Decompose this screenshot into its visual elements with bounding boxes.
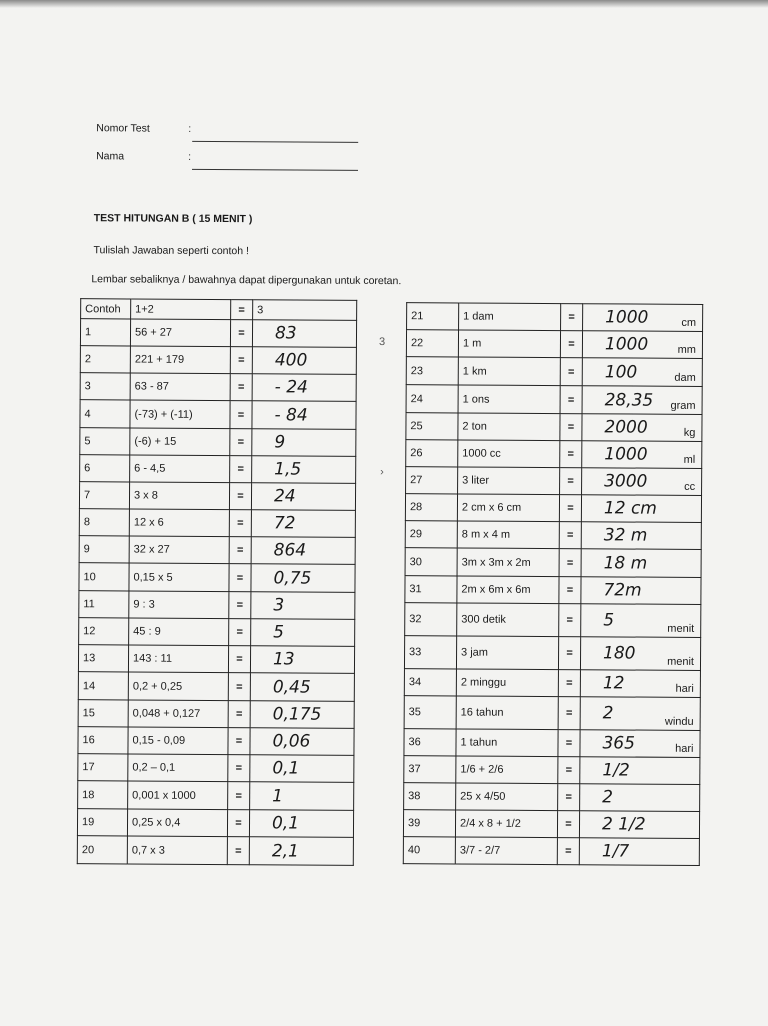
question-cell: 25 x 4/50 <box>456 783 558 811</box>
row-number: 5 <box>80 428 130 455</box>
equals-sign: = <box>227 810 249 837</box>
question-cell: 0,25 x 0,4 <box>127 809 227 837</box>
table-row <box>403 810 699 839</box>
handwritten-answer: 2000 <box>604 417 648 438</box>
question-cell: 143 : 11 <box>128 645 228 673</box>
question-cell: 2 ton <box>458 413 560 441</box>
question-cell: 221 + 179 <box>130 346 230 374</box>
row-number: 27 <box>406 467 458 494</box>
unit-label: cc <box>684 480 696 493</box>
nomor-test-colon: : <box>188 122 192 135</box>
handwritten-answer: - 84 <box>274 404 308 426</box>
equals-sign: = <box>560 414 582 441</box>
row-number: 17 <box>78 754 128 781</box>
contoh-question: 1+2 <box>131 299 231 320</box>
handwritten-answer: 5 <box>273 622 285 643</box>
question-cell: 2/4 x 8 + 1/2 <box>455 810 557 838</box>
test-title: TEST HITUNGAN B ( 15 MENIT ) <box>93 212 253 226</box>
table-row <box>80 373 356 402</box>
row-number: 26 <box>406 440 458 467</box>
answer-cell[interactable] <box>581 577 701 605</box>
unit-label: windu <box>664 715 694 728</box>
row-number: 38 <box>404 783 456 810</box>
equals-sign: = <box>559 549 581 577</box>
row-number: 37 <box>404 756 456 783</box>
answer-cell[interactable] <box>250 782 354 811</box>
left-answer-table <box>77 298 357 866</box>
equals-sign: = <box>560 441 582 468</box>
table-row <box>80 400 356 430</box>
nama-label: Nama <box>96 150 125 163</box>
answer-cell[interactable] <box>582 331 702 359</box>
table-row <box>78 754 354 783</box>
handwritten-answer: 3000 <box>604 471 648 492</box>
question-cell: 300 detik <box>457 603 559 637</box>
row-number: 4 <box>80 400 130 428</box>
answer-cell[interactable] <box>581 522 701 550</box>
equals-sign: = <box>560 468 582 495</box>
answer-cell[interactable] <box>249 810 353 838</box>
table-row <box>79 618 355 647</box>
question-cell: 1/6 + 2/6 <box>456 756 558 784</box>
row-number: 7 <box>79 482 129 509</box>
table-row <box>406 385 702 415</box>
answer-cell[interactable] <box>581 604 701 638</box>
equals-sign: = <box>558 784 580 811</box>
table-row <box>404 783 700 812</box>
handwritten-answer: 72 <box>273 513 296 534</box>
equals-sign: = <box>228 646 250 673</box>
row-number: 23 <box>406 357 458 385</box>
row-number: 33 <box>404 636 456 669</box>
handwritten-answer: 180 <box>603 643 636 664</box>
question-cell: 1 km <box>458 357 560 386</box>
equals-sign: = <box>559 522 581 549</box>
row-number: 31 <box>405 576 457 603</box>
unit-label: ml <box>683 453 696 466</box>
question-cell: 56 + 27 <box>130 319 230 347</box>
question-cell: 2 minggu <box>456 669 558 697</box>
equals-sign: = <box>230 401 252 429</box>
equals-sign: = <box>229 619 251 646</box>
equals-sign: = <box>228 755 250 782</box>
answer-cell[interactable] <box>252 456 356 484</box>
row-number: 24 <box>406 385 458 413</box>
table-row <box>404 696 700 731</box>
table-row <box>405 494 701 523</box>
handwritten-answer: 18 m <box>603 552 648 574</box>
question-cell: 0,001 x 1000 <box>128 781 228 810</box>
equals-sign: = <box>227 837 249 865</box>
row-number: 39 <box>403 810 455 837</box>
handwritten-answer: 100 <box>604 361 638 383</box>
row-number: 40 <box>403 837 455 864</box>
row-number: 15 <box>78 700 128 727</box>
handwritten-answer: 2,1 <box>271 840 299 862</box>
question-cell: 12 x 6 <box>129 509 229 537</box>
row-number: 8 <box>79 509 129 536</box>
table-row <box>405 576 701 605</box>
answer-cell[interactable] <box>250 728 354 756</box>
equals-sign: = <box>230 456 252 483</box>
equals-sign: = <box>229 564 251 592</box>
answer-cell[interactable] <box>580 784 700 812</box>
row-number: 9 <box>79 536 129 563</box>
table-row <box>77 836 353 866</box>
row-number: 20 <box>77 836 127 864</box>
row-number: 3 <box>80 373 130 400</box>
question-cell: 0,15 - 0,09 <box>128 727 228 755</box>
table-row <box>78 645 354 674</box>
handwritten-answer: 0,45 <box>272 676 311 698</box>
equals-sign: = <box>558 757 580 784</box>
answer-cell[interactable] <box>582 468 702 496</box>
table-row <box>406 440 702 469</box>
unit-label: menit <box>667 655 695 668</box>
equals-sign: = <box>230 374 252 401</box>
row-number: 22 <box>406 330 458 357</box>
instruction-2: Lembar sebaliknya / bawahnya dapat dipergunakan untuk coretan. <box>91 273 402 288</box>
answer-cell[interactable] <box>580 670 700 698</box>
equals-sign: = <box>230 429 252 456</box>
handwritten-answer: 0,175 <box>272 704 322 725</box>
question-cell: 0,15 x 5 <box>129 563 229 592</box>
question-cell: 3m x 3m x 2m <box>457 548 559 577</box>
row-number: 28 <box>405 494 457 521</box>
instruction-1: Tulislah Jawaban seperti contoh ! <box>93 244 250 258</box>
row-number: 11 <box>79 591 129 618</box>
handwritten-answer: 2 <box>602 703 614 724</box>
question-cell: 45 : 9 <box>129 618 229 646</box>
handwritten-answer: 1 <box>272 785 284 806</box>
answer-cell[interactable] <box>251 619 355 647</box>
row-number: 34 <box>404 669 456 696</box>
answer-cell[interactable] <box>579 811 699 839</box>
handwritten-answer: 5 <box>603 610 615 631</box>
table-row <box>405 548 701 578</box>
contoh-answer: 3 <box>253 300 357 321</box>
equals-sign: = <box>228 701 250 728</box>
equals-sign: = <box>558 730 580 757</box>
table-row <box>79 563 355 593</box>
equals-sign: = <box>230 320 252 347</box>
handwritten-answer: 32 m <box>603 525 648 546</box>
equals-sign: = <box>560 386 582 414</box>
table-row <box>404 729 700 758</box>
nomor-test-line[interactable] <box>192 141 358 143</box>
question-cell: 2m x 6m x 6m <box>457 576 559 604</box>
table-row <box>80 455 356 484</box>
question-cell: 0,7 x 3 <box>127 836 227 865</box>
handwritten-answer: 72m <box>603 580 642 601</box>
answer-cell[interactable] <box>583 304 703 332</box>
table-row <box>77 809 353 838</box>
question-cell: 1000 cc <box>458 440 560 468</box>
handwritten-answer: 12 <box>602 673 625 694</box>
unit-label: dam <box>674 371 696 384</box>
question-cell: 6 - 4,5 <box>130 455 230 483</box>
equals-sign: = <box>560 331 582 358</box>
question-cell: 0,2 – 0,1 <box>128 754 228 782</box>
question-cell: 3 liter <box>458 467 560 495</box>
table-row <box>405 521 701 550</box>
answer-cell[interactable] <box>250 646 354 674</box>
table-row <box>79 536 355 565</box>
question-cell: 3 jam <box>456 636 558 670</box>
answer-cell[interactable] <box>250 673 354 702</box>
answer-cell[interactable] <box>252 374 356 402</box>
unit-label: kg <box>683 426 696 439</box>
question-cell: 32 x 27 <box>129 536 229 564</box>
answer-cell[interactable] <box>580 757 700 785</box>
row-number: 35 <box>404 696 456 729</box>
answer-cell[interactable] <box>580 697 700 731</box>
handwritten-answer: 83 <box>274 323 297 344</box>
question-cell: 0,048 + 0,127 <box>128 700 228 728</box>
table-row <box>407 303 703 332</box>
table-row <box>404 756 700 785</box>
handwritten-answer: 1,5 <box>274 459 302 480</box>
table-row <box>80 428 356 457</box>
equals-sign: = <box>228 673 250 701</box>
question-cell: 1 dam <box>459 303 561 331</box>
answer-cell[interactable] <box>251 537 355 565</box>
row-number: 18 <box>78 781 128 809</box>
answer-cell[interactable] <box>249 837 353 866</box>
equals-sign: = <box>560 358 582 386</box>
table-row <box>405 603 701 638</box>
answer-cell[interactable] <box>251 564 355 593</box>
handwritten-answer: 365 <box>602 733 636 754</box>
margin-mark-2: › <box>380 466 384 479</box>
handwritten-answer: 1000 <box>605 307 649 328</box>
handwritten-answer: 0,06 <box>272 731 311 752</box>
equals-sign: = <box>559 604 581 637</box>
row-number: 32 <box>405 603 457 636</box>
answer-cell[interactable] <box>581 495 701 523</box>
equals-sign: = <box>229 537 251 564</box>
handwritten-answer: 2 1/2 <box>601 814 646 835</box>
contoh-label: Contoh <box>81 299 131 319</box>
question-cell: (-6) + 15 <box>130 428 230 456</box>
question-cell: 3 x 8 <box>129 482 229 510</box>
equals-sign: = <box>229 510 251 537</box>
row-number: 30 <box>405 548 457 576</box>
equals-sign: = <box>557 838 579 865</box>
handwritten-answer: 0,75 <box>273 567 312 589</box>
row-number: 19 <box>77 809 127 836</box>
table-row <box>403 837 699 866</box>
table-row <box>404 636 700 671</box>
question-cell: 2 cm x 6 cm <box>457 494 559 522</box>
handwritten-answer: 400 <box>274 350 308 371</box>
handwritten-answer: 1/2 <box>602 760 630 781</box>
answer-cell[interactable] <box>250 701 354 729</box>
table-row <box>78 700 354 729</box>
table-row <box>80 319 356 348</box>
row-number: 16 <box>78 727 128 754</box>
equals-sign: = <box>561 304 583 331</box>
table-row <box>79 509 355 538</box>
row-number: 21 <box>407 303 459 330</box>
table-row <box>78 727 354 756</box>
table-row <box>79 591 355 620</box>
unit-label: gram <box>670 399 696 412</box>
right-answer-table <box>403 302 703 866</box>
question-cell: 1 tahun <box>456 729 558 757</box>
table-row <box>404 669 700 698</box>
answer-cell[interactable] <box>252 320 356 348</box>
answer-cell[interactable] <box>251 483 355 511</box>
answer-cell[interactable] <box>582 386 702 415</box>
table-row <box>78 781 354 811</box>
unit-label: hari <box>675 742 694 755</box>
nama-colon: : <box>188 150 192 163</box>
question-cell: 63 - 87 <box>130 373 230 401</box>
table-header-row <box>81 299 357 321</box>
answer-cell[interactable] <box>252 347 356 375</box>
nama-line[interactable] <box>192 169 358 171</box>
equals-sign: = <box>558 670 580 697</box>
equals-sign: = <box>558 697 580 730</box>
question-cell: 0,2 + 0,25 <box>128 672 228 701</box>
row-number: 25 <box>406 413 458 440</box>
question-cell: (-73) + (-11) <box>130 400 230 429</box>
handwritten-answer: 24 <box>273 486 296 507</box>
answer-cell[interactable] <box>252 429 356 457</box>
row-number: 13 <box>78 645 128 672</box>
question-cell: 9 : 3 <box>129 591 229 619</box>
answer-cell[interactable] <box>582 358 702 387</box>
table-row <box>78 672 354 702</box>
handwritten-answer: 13 <box>272 649 295 670</box>
handwritten-answer: 1000 <box>604 334 649 355</box>
nomor-test-label: Nomor Test <box>96 122 150 135</box>
equals-sign: = <box>229 483 251 510</box>
answer-cell[interactable] <box>250 755 354 783</box>
handwritten-answer: 12 cm <box>603 498 657 519</box>
question-cell: 1 m <box>458 330 560 358</box>
row-number: 29 <box>405 521 457 548</box>
equals-sign: = <box>557 811 579 838</box>
equals-sign: = <box>229 592 251 619</box>
handwritten-answer: - 24 <box>274 377 308 398</box>
unit-label: mm <box>677 343 696 356</box>
answer-cell[interactable] <box>580 637 700 671</box>
question-cell: 3/7 - 2/7 <box>455 837 557 865</box>
table-row <box>406 467 702 496</box>
question-cell: 16 tahun <box>456 696 558 730</box>
answer-cell[interactable] <box>580 730 700 758</box>
handwritten-answer: 864 <box>273 540 307 561</box>
question-cell: 1 ons <box>458 385 560 414</box>
unit-label: menit <box>667 622 695 635</box>
answer-cell[interactable] <box>251 510 355 538</box>
row-number: 1 <box>80 319 130 346</box>
equals-sign: = <box>231 300 253 320</box>
row-number: 12 <box>79 618 129 645</box>
margin-mark-1: 3 <box>378 335 386 349</box>
answer-cell[interactable] <box>581 549 701 578</box>
row-number: 6 <box>80 455 130 482</box>
equals-sign: = <box>559 495 581 522</box>
handwritten-answer: 1000 <box>604 444 648 465</box>
row-number: 2 <box>80 346 130 373</box>
handwritten-answer: 28,35 <box>604 389 654 411</box>
row-number: 14 <box>78 672 128 700</box>
table-row <box>80 346 356 375</box>
answer-cell[interactable] <box>251 592 355 620</box>
table-row <box>79 482 355 511</box>
answer-cell[interactable] <box>579 838 699 866</box>
handwritten-answer: 0,1 <box>271 813 300 834</box>
unit-label: cm <box>681 316 697 329</box>
unit-label: hari <box>675 682 694 695</box>
row-number: 10 <box>79 563 129 591</box>
handwritten-answer: 3 <box>273 595 285 616</box>
handwritten-answer: 2 <box>602 787 614 808</box>
handwritten-answer: 9 <box>274 432 286 453</box>
equals-sign: = <box>228 728 250 755</box>
answer-cell[interactable] <box>582 414 702 442</box>
table-row <box>406 413 702 442</box>
question-cell: 8 m x 4 m <box>457 521 559 549</box>
row-number: 36 <box>404 729 456 756</box>
equals-sign: = <box>558 637 580 670</box>
equals-sign: = <box>228 782 250 810</box>
handwritten-answer: 0,1 <box>272 758 300 779</box>
table-row <box>406 330 702 359</box>
equals-sign: = <box>230 347 252 374</box>
answer-cell[interactable] <box>582 441 702 469</box>
handwritten-answer: 1/7 <box>601 841 630 862</box>
equals-sign: = <box>559 577 581 604</box>
answer-cell[interactable] <box>252 401 356 430</box>
table-row <box>406 357 702 387</box>
